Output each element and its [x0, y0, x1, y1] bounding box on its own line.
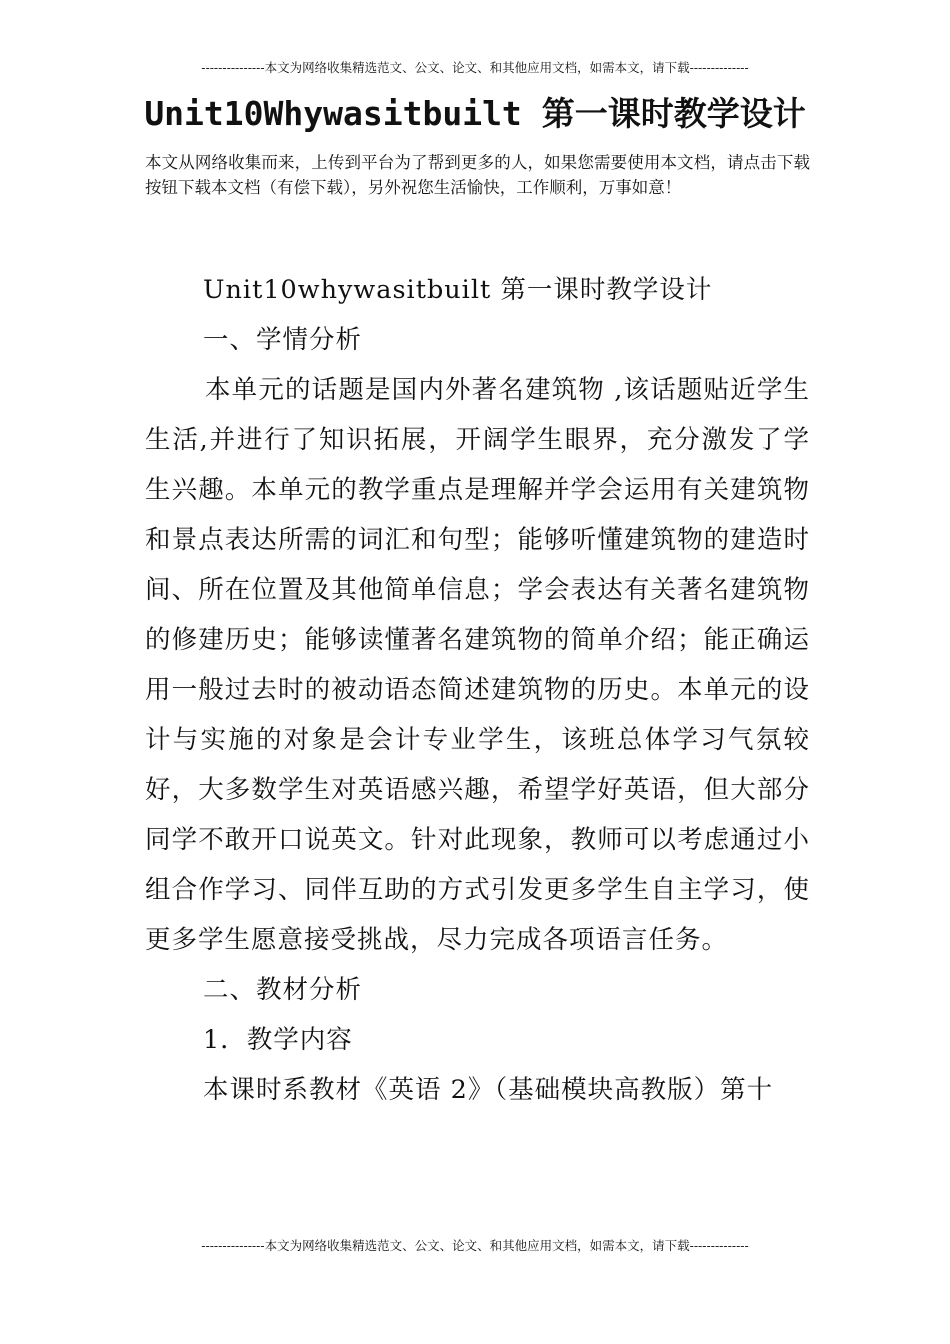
title-chinese: 第一课时教学设计: [541, 94, 806, 133]
section-heading-2: 二、教材分析: [203, 975, 363, 1005]
document-body: [145, 265, 810, 1115]
section-1-paragraph: 本单元的话题是国内外著名建筑物 ,该话题贴近学生生活,并进行了知识拓展，开阔学生眼界，充分激发了学生兴趣。本单元的教学重点是理解并学会运用有关建筑物和景点表达所需的词汇和句型；能够听懂建筑物的建造时间、所在位置及其他简单信息；学会表达有关著名建筑物的修建历史；能够读懂著名建筑物的简单介绍；能正确运用一般过去时的被动语态简述建筑物的历史。本单元的设计与实施的对象是会计专业学生，该班总体学习气氛较好，大多数学生对英语感兴趣，希望学好英语，但大部分同学不敢开口说英文。针对此现象，教师可以考虑通过小组合作学习、同伴互助的方式引发更多学生自主学习，使更多学生愿意接受挑战，尽力完成各项语言任务。: [145, 375, 810, 955]
section-heading-1: 一、学情分析: [203, 325, 363, 355]
section-2-paragraph: 本课时系教材《英语 2》（基础模块高教版）第十: [203, 1075, 774, 1105]
header-banner: ---------------本文为网络收集精选范文、公文、论文、和其他应用文档，如需本文，请下载--------------: [201, 60, 749, 75]
footer-banner: ---------------本文为网络收集精选范文、公文、论文、和其他应用文档，如需本文，请下载--------------: [201, 1238, 749, 1253]
title-latin: Unit10Whywasitbuilt: [144, 94, 522, 133]
document-title: [0, 88, 950, 135]
download-notice: 本文从网络收集而来，上传到平台为了帮到更多的人，如果您需要使用本文档，请点击下载按钮下载本文档（有偿下载），另外祝您生活愉快，工作顺利，万事如意！: [145, 153, 810, 197]
subtitle: Unit10whywasitbuilt 第一课时教学设计: [203, 275, 713, 305]
section-2-item-1: 1．教学内容: [203, 1025, 353, 1055]
